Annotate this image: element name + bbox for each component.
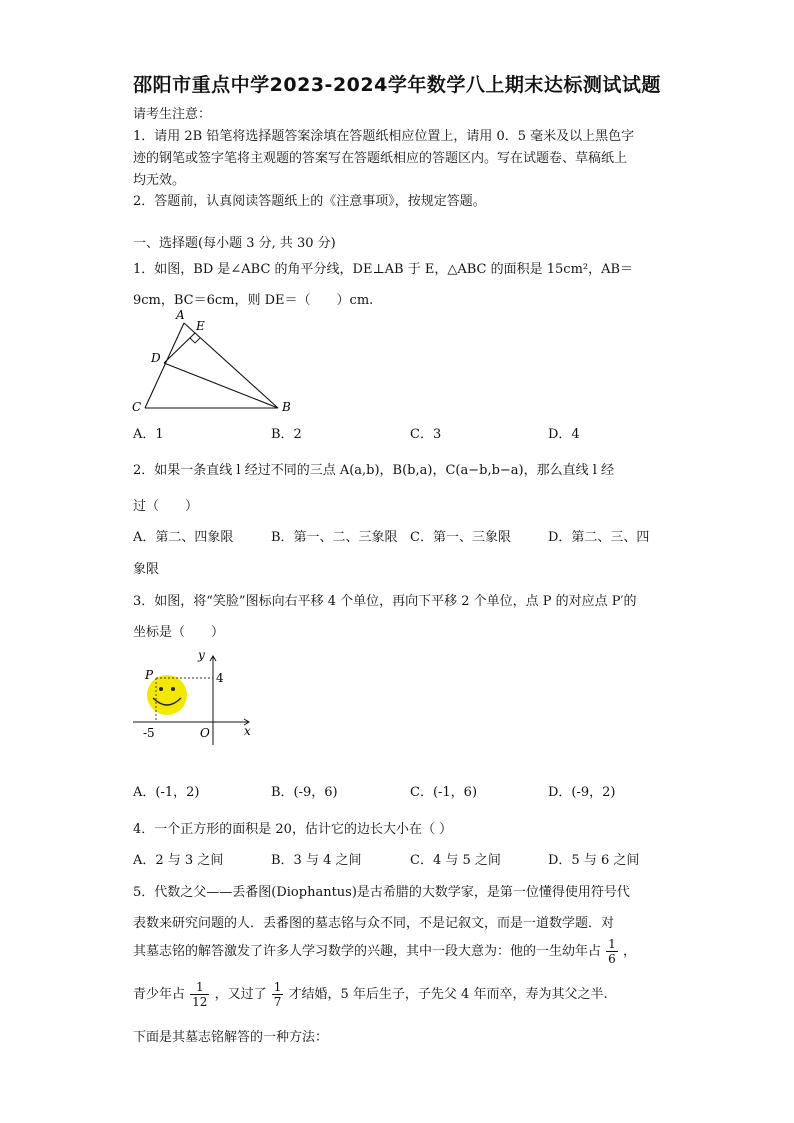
- q5-line-3-text: 其墓志铭的解答激发了许多人学习数学的兴趣，其中一段大意为：他的一生幼年占: [133, 944, 602, 959]
- fraction-denominator: 12: [192, 995, 208, 1009]
- tick-label-4: 4: [216, 671, 224, 685]
- q1-option-b[interactable]: B．2: [271, 427, 302, 442]
- q5-text-line-2: 表数来研究问题的人．丢番图的墓志铭与众不同，不是记叙文，而是一道数学题．对: [133, 916, 615, 931]
- fraction-numerator: 1: [273, 980, 282, 994]
- fraction-one-twelfth: [190, 980, 209, 1009]
- q4-option-a[interactable]: A．2 与 3 之间: [133, 853, 224, 868]
- smiley-right-eye: [171, 687, 175, 691]
- q1-option-c[interactable]: C．3: [410, 427, 442, 442]
- q3-text-line-1: 3．如图，将“笑脸”图标向右平移 4 个单位，再向下平移 2 个单位，点 P 的对应点 P′的: [133, 594, 637, 609]
- q4-option-b[interactable]: B．3 与 4 之间: [271, 853, 362, 868]
- notice-line-2: 迹的钢笔或签字笔将主观题的答案写在答题纸相应的答题区内。写在试题卷、草稿纸上: [133, 151, 628, 166]
- label-a: A: [176, 308, 185, 322]
- q4-option-c[interactable]: C．4 与 5 之间: [410, 853, 501, 868]
- notice-heading: 请考生注意：: [133, 107, 212, 122]
- q1-triangle-figure: [128, 308, 298, 416]
- q2-option-b[interactable]: B．第一、二、三象限: [271, 530, 398, 545]
- q2-option-d[interactable]: D．第二、三、四: [548, 530, 650, 545]
- q4-option-d[interactable]: D．5 与 6 之间: [548, 853, 640, 868]
- fraction-one-seventh: [272, 980, 284, 1009]
- q5-line-4-text-a: 青少年占: [133, 987, 186, 1002]
- fraction-numerator: 1: [190, 980, 209, 995]
- q5-text-line-3: [133, 937, 636, 966]
- side-ab: [184, 323, 278, 408]
- q5-line-4-text-c: 才结婚，5 年后生子，子先父 4 年而卒，寿为其父之半.: [288, 987, 608, 1002]
- q2-option-c[interactable]: C．第一、三象限: [410, 530, 511, 545]
- right-angle-mark: [190, 338, 200, 343]
- q2-text-line-1: 2．如果一条直线 l 经过不同的三点 A(a,b)，B(b,a)，C(a−b,b−a)，那么直线 l 经: [133, 463, 615, 478]
- fraction-one-sixth: [606, 937, 618, 966]
- q5-line-4-text-b: ，又过了: [214, 987, 267, 1002]
- q3-text-line-2: 坐标是（ ）: [133, 625, 225, 640]
- smiley-left-eye: [159, 687, 163, 691]
- point-label-p: P: [145, 668, 154, 682]
- q2-text-line-2: 过（ ）: [133, 499, 199, 514]
- q4-text-line-1: 4．一个正方形的面积是 20，估计它的边长大小在（ ）: [133, 822, 453, 837]
- fraction-denominator: 6: [608, 952, 616, 966]
- label-b: B: [282, 400, 291, 414]
- q5-text-line-4: [133, 980, 608, 1009]
- fraction-numerator: 1: [608, 937, 616, 951]
- q5-line-3-comma: ，: [622, 944, 636, 959]
- q3-option-a[interactable]: A．(-1，2): [133, 785, 200, 800]
- q1-text-line-2: 9cm，BC＝6cm，则 DE＝（ ）cm.: [133, 293, 374, 308]
- label-d: D: [151, 351, 161, 365]
- segment-bd: [164, 363, 278, 408]
- q1-option-d[interactable]: D．4: [548, 427, 580, 442]
- q3-option-b[interactable]: B．(-9，6): [271, 785, 338, 800]
- q3-smiley-figure: [128, 645, 258, 745]
- q3-option-c[interactable]: C．(-1，6): [410, 785, 478, 800]
- section-heading: 一、选择题(每小题 3 分, 共 30 分): [133, 236, 336, 251]
- q2-option-a[interactable]: A．第二、四象限: [133, 530, 234, 545]
- q5-text-line-1: 5．代数之父——丢番图(Diophantus)是古希腊的大数学家，是第一位懂得使用符号代: [133, 885, 630, 900]
- q2-option-d-wrap: 象限: [133, 562, 160, 577]
- notice-line-1: 1．请用 2B 铅笔将选择题答案涂填在答题纸相应位置上，请用 0．5 毫米及以上黑色字: [133, 129, 635, 144]
- q5-text-line-5: 下面是其墓志铭解答的一种方法：: [133, 1030, 329, 1045]
- tick-label-minus5: -5: [143, 726, 155, 740]
- q3-option-d[interactable]: D．(-9，2): [548, 785, 616, 800]
- axis-label-y: y: [198, 648, 205, 662]
- origin-label: O: [200, 726, 210, 740]
- axis-label-x: x: [244, 724, 251, 738]
- page-title: 邵阳市重点中学2023-2024学年数学八上期末达标测试试题: [133, 74, 661, 96]
- notice-line-3: 均无效。: [133, 173, 186, 188]
- q1-option-a[interactable]: A．1: [133, 427, 164, 442]
- notice-line-4: 2．答题前，认真阅读答题纸上的《注意事项》，按规定答题。: [133, 194, 486, 209]
- segment-de: [164, 333, 195, 363]
- label-e: E: [196, 319, 205, 333]
- fraction-denominator: 7: [273, 995, 282, 1009]
- side-ca: [145, 323, 184, 408]
- label-c: C: [132, 400, 142, 414]
- q1-text-line-1: 1．如图，BD 是∠ABC 的角平分线，DE⊥AB 于 E，△ABC 的面积是 15cm²，AB＝: [133, 262, 634, 277]
